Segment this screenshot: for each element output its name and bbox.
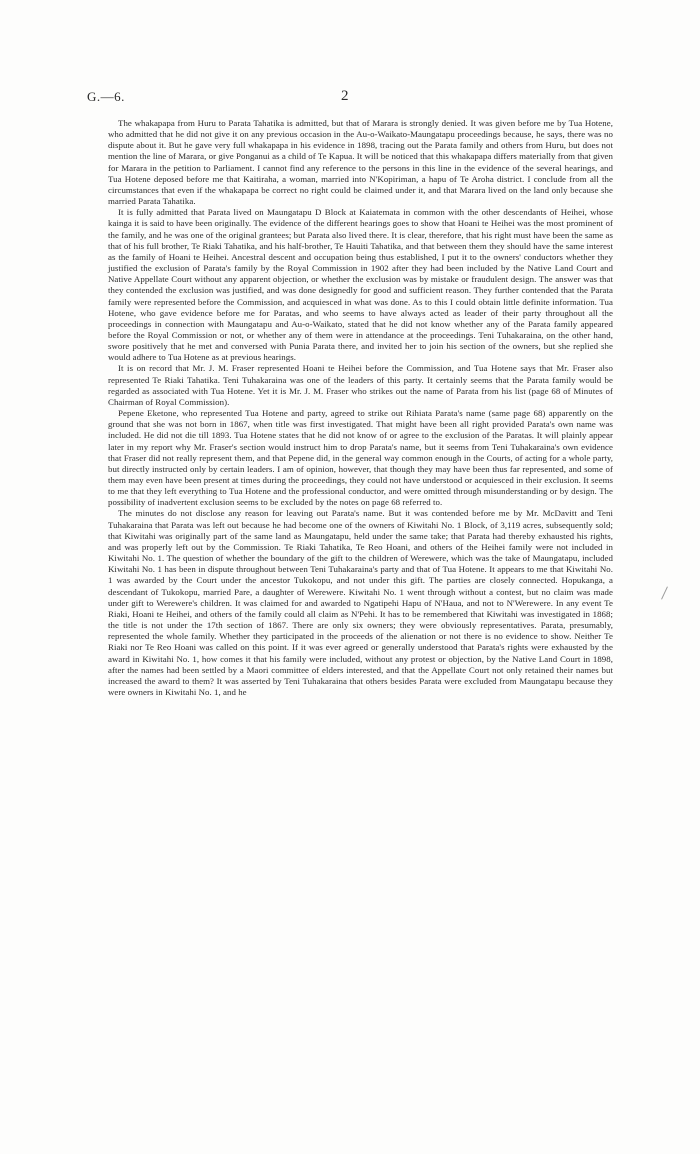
margin-mark	[661, 586, 668, 599]
document-code: G.—6.	[87, 89, 125, 104]
paragraph-1: The whakapapa from Huru to Parata Tahatika is admitted, but that of Marara is strongly denied. It was given before me by Tua Hotene, who admitted that he did not give it on any previous occasion in the Au-o-Waikato-Maungatapu proceedings because, he says, there was no dispute about it. But he gave very full whakapapa in his evidence in 1898, tracing out the Parata family and others from Huru, but does not mention the line of Marara, or give Ponganui as a child of Te Kapua. It will be noticed that this whakapapa differs materially from that given for Marara in the petition to Parliament. I cannot find any reference to the persons in this line in the evidence of the several hearings, and Tua Hotene deposed before me that Kaitiraha, a woman, married into N'Kopiriman, a hapu of Te Aroha district. I conclude from all the circumstances that even if the whakapapa be correct no right could be claimed under it, and that Marara lived on the land only because she married Parata Tahatika.	[108, 118, 613, 207]
page-number: 2	[341, 88, 349, 104]
running-head	[87, 89, 613, 107]
report-body	[108, 118, 613, 698]
paragraph-4: Pepene Eketone, who represented Tua Hotene and party, agreed to strike out Rihiata Parata's name (same page 68) apparently on the ground that she was not born in 1867, when title was first investigated. That might have been all right provided Parata's own name was included. He did not die till 1893. Tua Hotene states that he did not know of or agree to the exclusion of the Paratas. It will plainly appear later in my report why Mr. Fraser's section would instruct him to drop Parata's name, but it seems from Teni Tuhakaraina's own evidence that Fraser did not really represent them, and that Pepene did, in the general way common enough in the Courts, of acting for a whole party, but directly instructed only by certain leaders. I am of opinion, however, that though they may have been thus far represented, and some of them may even have been present at times during the proceedings, they could not have understood or acquiesced in their exclusion. It seems to me that they left everything to Tua Hotene and the professional conductor, and were omitted through misunderstanding or by design. The possibility of inadvertent exclusion seems to be excluded by the notes on page 68 referred to.	[108, 408, 613, 508]
paragraph-5: The minutes do not disclose any reason for leaving out Parata's name. But it was contended before me by Mr. McDavitt and Teni Tuhakaraina that Parata was left out because he had become one of the owners of Kiwitahi No. 1 Block, of 3,119 acres, subsequently sold; that Kiwitahi was originally part of the same land as Maungatapu, held under the same take; that Parata had thereby exhausted his rights, and was properly left out by the Commission. Te Riaki Tahatika, Te Reo Hoani, and others of the Heihei family were not included in Kiwitahi No. 1. The question of whether the boundary of the gift to the children of Werewere, which was the take of Maungatapu, included Kiwitahi No. 1 has been in dispute throughout between Teni Tuhakaraina's party and that of Tua Hotene. It appears to me that Kiwitahi No. 1 was awarded by the Court under the ancestor Tukokopu, and not under this gift. The parties are closely connected. Hopukanga, a descendant of Tukokopu, married Pare, a daughter of Werewere. Kiwitahi No. 1 went through without a contest, but no claim was made under gift to Werewere's children. It was claimed for and awarded to Ngatipehi Hapu of N'Haua, and not to N'Werewere. In any event Te Riaki, Hoani te Heihei, and others of the family could all claim as N'Pehi. It has to be remembered that Kiwitahi was investigated in 1868; the title is not under the 17th section of 1867. There are only six owners; they were obviously representatives. Parata, presumably, represented the whole family. Whether they participated in the proceeds of the alienation or not there is no evidence to show. Neither Te Riaki nor Te Reo Hoani was called on this point. If it was ever agreed or generally understood that Parata's rights were exhausted by the award in Kiwitahi No. 1, how comes it that his family were included, without any protest or objection, by the Native Land Court in 1898, after the names had been settled by a Maori committee of elders interested, and that the Appellate Court not only retained their names but increased the award to them? It was asserted by Teni Tuhakaraina that others besides Parata were excluded from Maungatapu because they were owners in Kiwitahi No. 1, and he	[108, 508, 613, 697]
paragraph-2: It is fully admitted that Parata lived on Maungatapu D Block at Kaiatemata in common with the other descendants of Heihei, whose kainga it is said to have been originally. The evidence of the different hearings goes to show that Hoani te Heihei was the most prominent of the family, and he was one of the original grantees; but Parata also lived there. It is clear, therefore, that his right must have been the same as that of his full brother, Te Riaki Tahatika, and his half-brother, Te Hauiti Tahatika, and that between them they should have the same interest as the family of Hoani te Heihei. Ancestral descent and occupation being thus established, I put it to the owners' conductors whether they justified the exclusion of Parata's family by the Royal Commission in 1902 after they had been included by the Native Land Court and Native Appellate Court without any apparent objection, or whether the exclusion was by mistake or fraudulent design. The answer was that they contended the exclusion was justified, and was done designedly for good and sufficient reason. They further contended that the Parata family were represented before the Commission, and acquiesced in what was done. As to this I could obtain little definite information. Tua Hotene, who gave evidence before me for Paratas, and who seems to have always acted as leader of their party throughout all the proceedings in connection with Maungatapu and Au-o-Waikato, stated that he did not know whether any of the Parata family appeared before the Royal Commission or not, or whether any of them were in attendance at the proceedings. Teni Tuhakaraina, on the other hand, swore positively that he met and conversed with Punia Parata there, and invited her to join his section of the owners, but she replied she would adhere to Tua Hotene as at previous hearings.	[108, 207, 613, 363]
paragraph-3: It is on record that Mr. J. M. Fraser represented Hoani te Heihei before the Commission, and Tua Hotene says that Mr. Fraser also represented Te Riaki Tahatika. Teni Tuhakaraina was one of the leaders of this party. It certainly seems that the Parata family would be regarded as associated with Tua Hotene. Yet it is Mr. J. M. Fraser who strikes out the name of Parata from his list (page 68 of Minutes of Chairman of Royal Commission).	[108, 363, 613, 407]
